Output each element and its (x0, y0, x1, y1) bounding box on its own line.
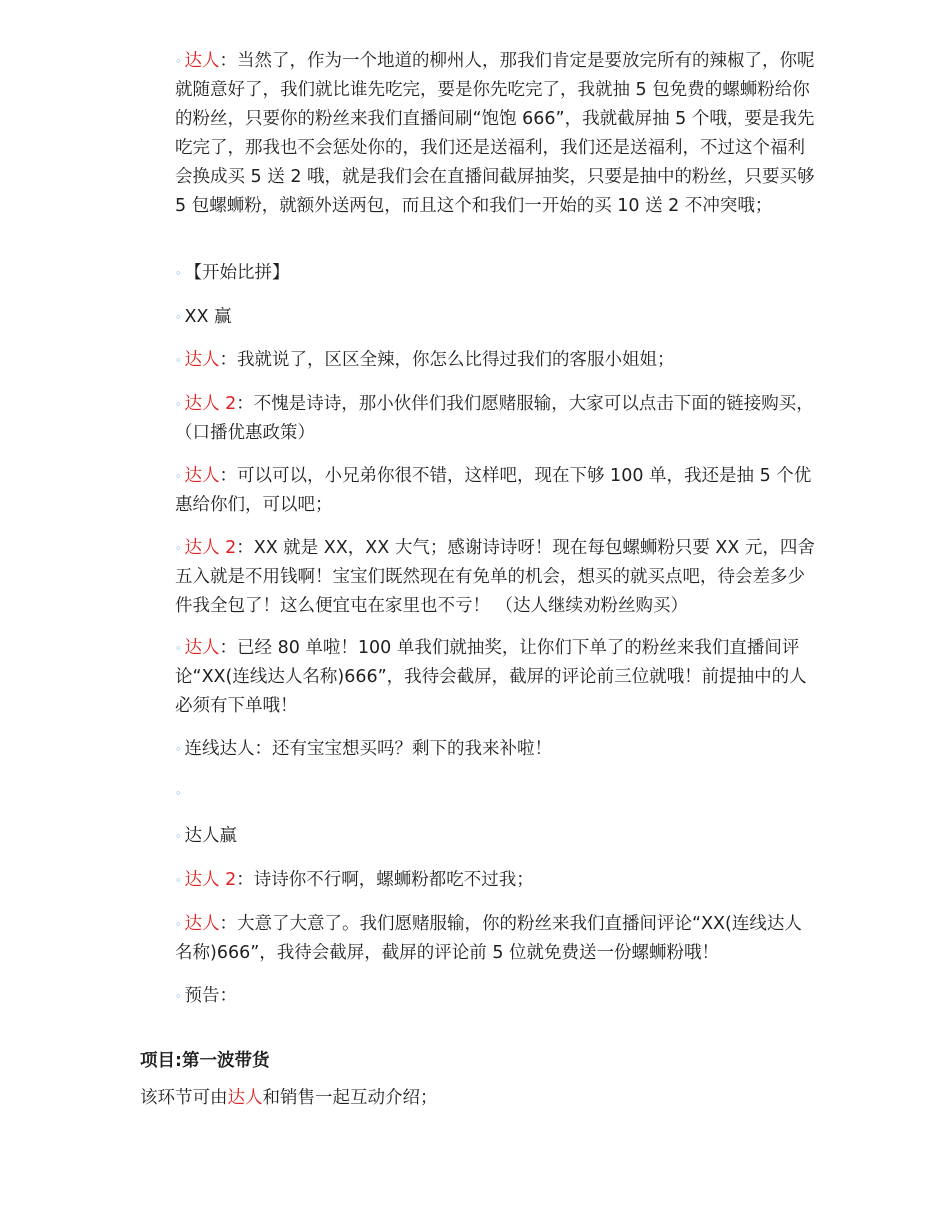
dialogue-item (175, 910, 815, 968)
dialogue-text: ：XX 就是 XX，XX 大气；感谢诗诗呀！现在每包螺蛳粉只要 XX 元，四舍五入就是不用钱啊！宝宝们既然现在有免单的机会，想买的就买点吧，待会差多少件我全包了！这么便宜屯在家里也不亏！ （达人继续劝粉丝购买） (175, 538, 815, 616)
speaker-label: 达人 (184, 350, 220, 370)
bullet-icon: ◦ (175, 267, 182, 280)
dialogue-item (175, 346, 815, 375)
dialogue-text: ：可以可以，小兄弟你很不错，这样吧，现在下够 100 单，我还是抽 5 个优惠给你们，可以吧； (175, 466, 812, 515)
dialogue-text: XX 赢 (184, 307, 232, 327)
dialogue-text: 【开始比拼】 (184, 263, 290, 283)
dialogue-item (175, 982, 815, 1011)
dialogue-text: ：不愧是诗诗，那小伙伴们我们愿赌服输，大家可以点击下面的链接购买，（口播优惠政策） (175, 394, 814, 443)
dialogue-item (175, 303, 815, 332)
bullet-icon: ◦ (175, 311, 182, 324)
bullet-icon: ◦ (175, 470, 182, 483)
dialogue-text: 预告： (184, 986, 237, 1006)
dialogue-item (175, 735, 815, 764)
dialogue-text: 连线达人：还有宝宝想买吗？剩下的我来补啦！ (184, 739, 552, 759)
section-heading: 项目:第一波带货 (140, 1051, 270, 1071)
bullet-icon: ◦ (175, 743, 182, 756)
bullet-icon: ◦ (175, 830, 182, 843)
dialogue-item (175, 47, 815, 221)
speaker-label: 达人 (184, 51, 220, 71)
paragraph-text: 和销售一起互动介绍； (262, 1088, 438, 1108)
bullet-icon: ◦ (175, 55, 182, 68)
dialogue-text: ：大意了大意了。我们愿赌服输，你的粉丝来我们直播间评论“XX(连线达人名称)666”，我待会截屏，截屏的评论前 5 位就免费送一份螺蛳粉哦！ (175, 914, 802, 963)
dialogue-item (175, 534, 815, 621)
dialogue-item (175, 634, 815, 721)
dialogue-item (175, 390, 815, 448)
bullet-icon: ◦ (175, 354, 182, 367)
bullet-icon: ◦ (175, 990, 182, 1003)
bullet-icon: ◦ (175, 874, 182, 887)
highlight-text: 达人 (227, 1088, 263, 1108)
paragraph-text: 该环节可由 (140, 1088, 228, 1108)
speaker-label: 达人 2 (184, 870, 237, 890)
speaker-label: 达人 2 (184, 538, 237, 558)
dialogue-text: ：当然了，作为一个地道的柳州人，那我们肯定是要放完所有的辣椒了，你呢就随意好了，我们就比谁先吃完，要是你先吃完了，我就抽 5 包免费的螺蛳粉给你的粉丝，只要你的粉丝来我们直播间刷“饱饱 666”，我就截屏抽 5 个哦，要是我先吃完了，那我也不会惩处你的，我们还是送福利，我们还是送福利，不过这个福利会换成买 5 送 2 哦，就是我们会在直播间截屏抽奖，只要是抽中的粉丝，只要买够 5 包螺蛳粉，就额外送两包，而且这个和我们一开始的买 10 送 2 不冲突哦； (175, 51, 815, 216)
dialogue-item (175, 866, 815, 895)
dialogue-item (175, 259, 815, 288)
dialogue-text: ：我就说了，区区全辣，你怎么比得过我们的客服小姐姐； (219, 350, 675, 370)
bullet-icon: ◦ (175, 398, 182, 411)
speaker-label: 达人 2 (184, 394, 237, 414)
bullet-icon: ◦ (175, 918, 182, 931)
dialogue-item (175, 822, 815, 851)
bullet-icon: ◦ (175, 787, 182, 800)
section-paragraph (140, 1084, 840, 1113)
dialogue-item (175, 462, 815, 520)
bullet-icon: ◦ (175, 542, 182, 555)
dialogue-text: ：诗诗你不行啊，螺蛳粉都吃不过我； (236, 870, 534, 890)
dialogue-item (175, 779, 815, 808)
bullet-icon: ◦ (175, 642, 182, 655)
speaker-label: 达人 (184, 914, 220, 934)
dialogue-text: 达人赢 (184, 826, 237, 846)
speaker-label: 达人 (184, 466, 220, 486)
dialogue-text: ：已经 80 单啦！100 单我们就抽奖，让你们下单了的粉丝来我们直播间评论“XX(连线达人名称)666”，我待会截屏，截屏的评论前三位就哦！前提抽中的人必须有下单哦！ (175, 638, 807, 716)
speaker-label: 达人 (184, 638, 220, 658)
